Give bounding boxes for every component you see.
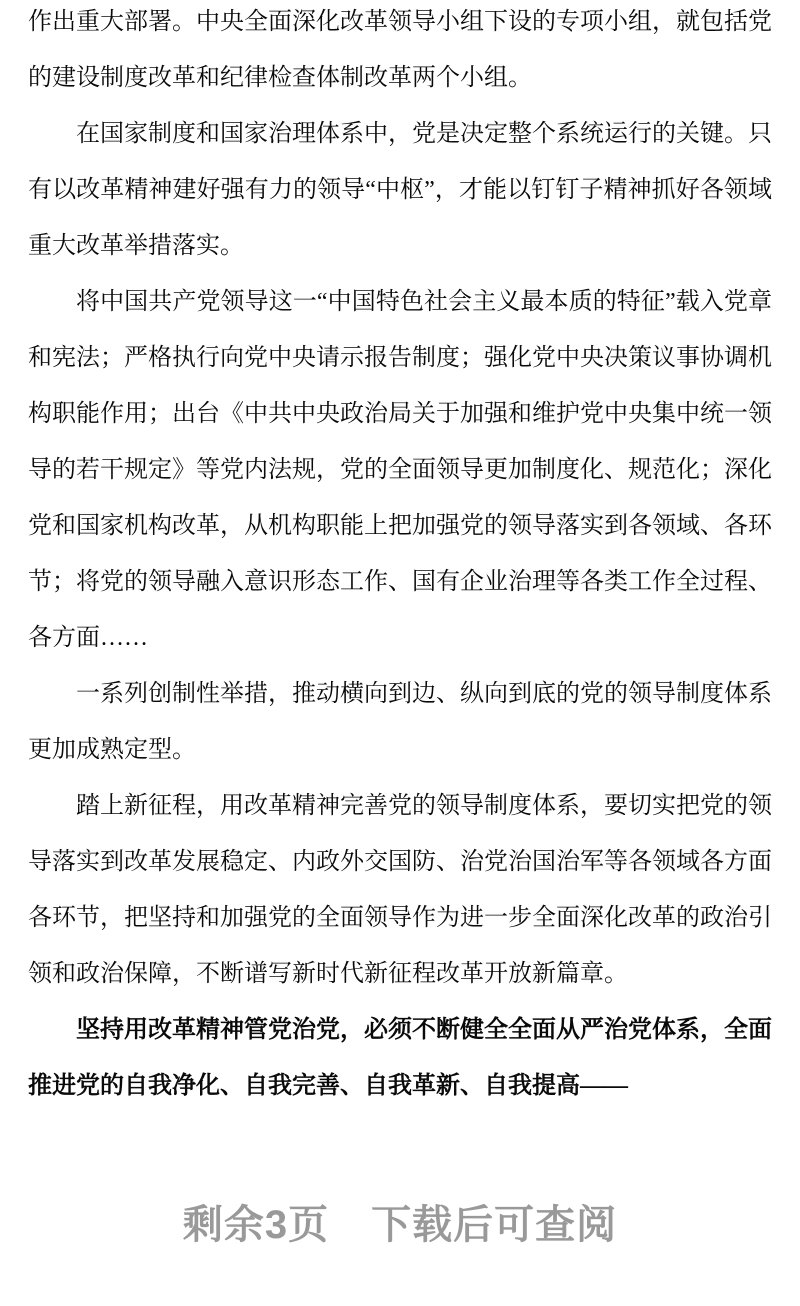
paragraph: 一系列创制性举措，推动横向到边、纵向到底的党的领导制度体系更加成熟定型。: [28, 681, 772, 763]
remaining-pages-notice: [0, 1200, 800, 1250]
download-hint: 下载后可查阅: [371, 1203, 618, 1247]
paragraph: 坚持用改革精神管党治党，必须不断健全全面从严治党体系，全面推进党的自我净化、自我完善、自我革新、自我提高——: [28, 1017, 772, 1099]
paragraph: 在国家制度和国家治理体系中，党是决定整个系统运行的关键。只有以改革精神建好强有力的领导“中枢”，才能以钉钉子精神抓好各领域重大改革举措落实。: [28, 121, 772, 259]
paragraph: 将中国共产党领导这一“中国特色社会主义最本质的特征”载入党章和宪法；严格执行向党中央请示报告制度；强化党中央决策议事协调机构职能作用；出台《中共中央政治局关于加强和维护党中央集中统一领导的若干规定》等党内法规，党的全面领导更加制度化、规范化；深化党和国家机构改革，从机构职能上把加强党的领导落实到各领域、各环节；将党的领导融入意识形态工作、国有企业治理等各类工作全过程、各方面……: [28, 289, 772, 651]
remaining-pages-count: 剩余3页: [182, 1203, 330, 1247]
paragraph: 作出重大部署。中央全面深化改革领导小组下设的专项小组，就包括党的建设制度改革和纪律检查体制改革两个小组。: [28, 9, 772, 91]
paragraph: 踏上新征程，用改革精神完善党的领导制度体系，要切实把党的领导落实到改革发展稳定、内政外交国防、治党治国治军等各领域各方面各环节，把坚持和加强党的全面领导作为进一步全面深化改革的政治引领和政治保障，不断谱写新时代新征程改革开放新篇章。: [28, 793, 772, 987]
